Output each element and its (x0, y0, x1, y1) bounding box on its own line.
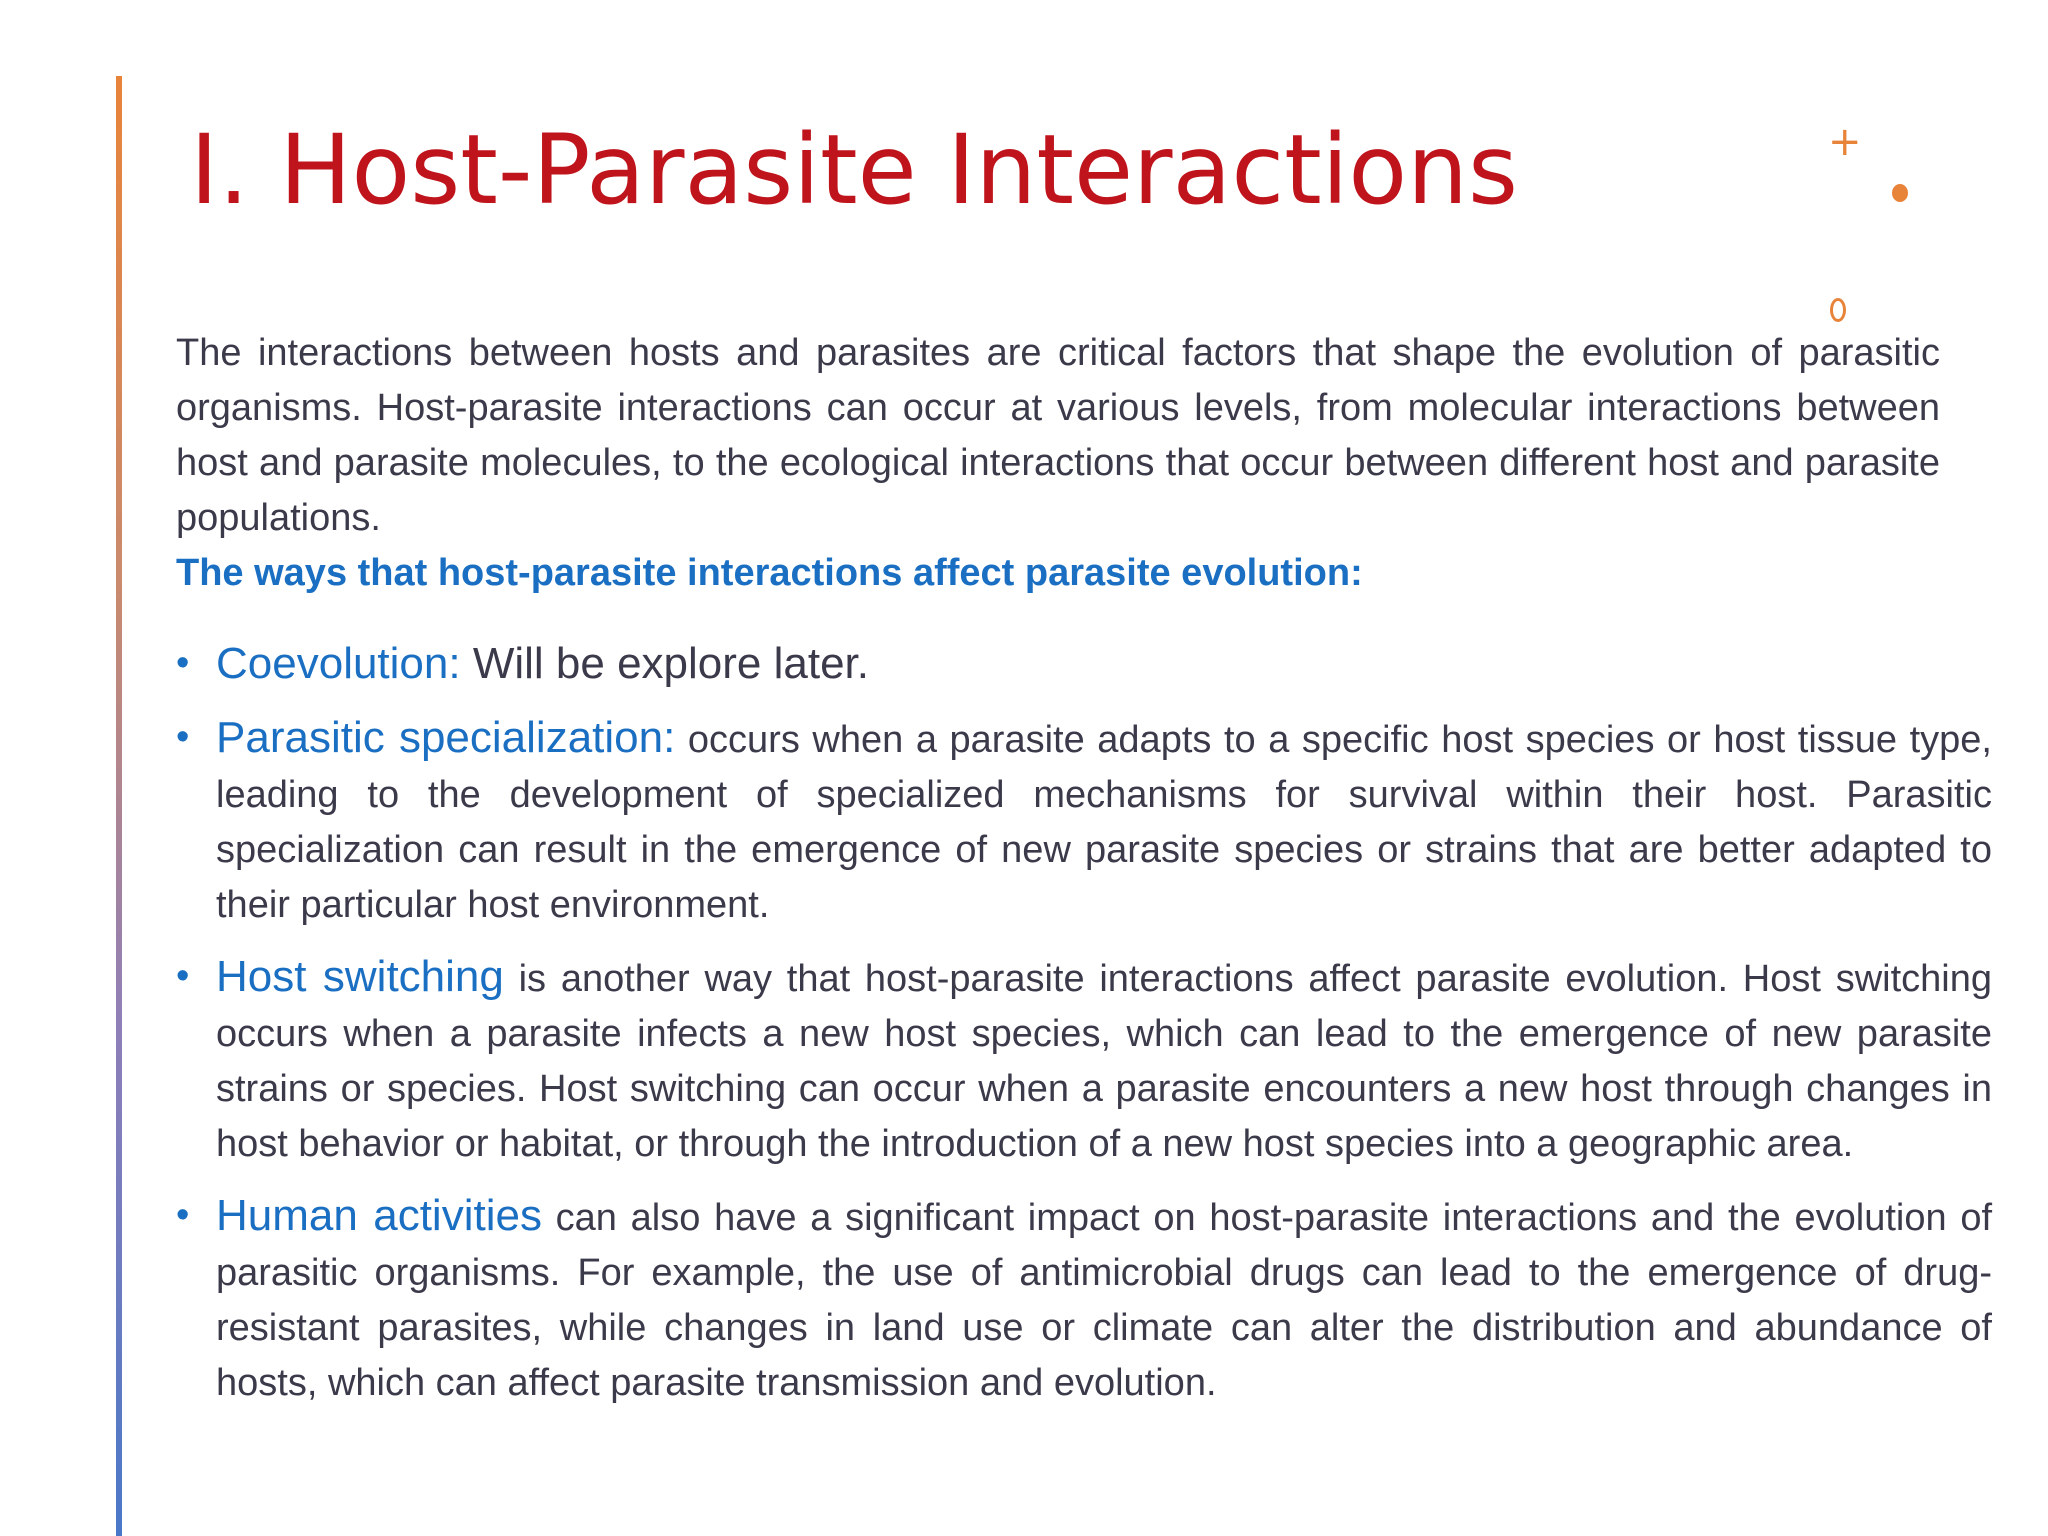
bullet-term: Human activities (216, 1191, 542, 1240)
bullet-icon: • (176, 955, 190, 997)
accent-bar (116, 76, 122, 1536)
bullet-text: occurs when a parasite adapts to a specific host species or host tissue type, leading to the development of specialized mechanisms for survival within their host. Parasitic specialization can result in the emergence of new parasite species or strains that are better adapted to their particular host environment. (216, 719, 1992, 926)
intro-paragraph: The interactions between hosts and parasites are critical factors that shape the evolution of parasitic organisms. Host-parasite interactions can occur at various levels, from molecular interactions between host and parasite molecules, to the ecological interactions that occur between different host and parasite populations. (176, 332, 1940, 539)
plus-decoration-icon: + (1828, 119, 1862, 165)
bullet-icon: • (176, 642, 190, 684)
bullet-term: Coevolution: (216, 639, 461, 688)
bullet-host-switching (176, 949, 1992, 1172)
bullet-text: can also have a significant impact on host-parasite interactions and the evolution of parasitic organisms. For example, the use of antimicrobial drugs can lead to the emergence of drug-resistant parasites, while changes in land use or climate can alter the distribution and abundance of hosts, which can affect parasite transmission and evolution. (216, 1197, 1993, 1404)
bullet-human-activities (176, 1188, 1992, 1411)
slide-title: I. Host-Parasite Interactions (190, 114, 1519, 226)
ways-heading: The ways that host-parasite interactions affect parasite evolution: (176, 552, 1363, 594)
bullet-term: Host switching (216, 952, 504, 1001)
bullet-parasitic-specialization (176, 710, 1992, 933)
bullet-term: Parasitic specialization: (216, 713, 676, 762)
bullet-list (176, 636, 1992, 1427)
bullet-icon: • (176, 716, 190, 758)
dot-decoration-icon (1892, 184, 1908, 202)
bullet-coevolution (176, 636, 1992, 694)
bullet-icon: • (176, 1194, 190, 1236)
ring-decoration-icon (1830, 298, 1846, 322)
bullet-text: Will be explore later. (460, 639, 870, 688)
bullet-text: is another way that host-parasite interactions affect parasite evolution. Host switching occurs when a parasite infects a new host species, which can lead to the emergence of new parasite strains or species. Host switching can occur when a parasite encounters a new host through changes in host behavior or habitat, or through the introduction of a new host species into a geographic area. (216, 958, 1992, 1165)
